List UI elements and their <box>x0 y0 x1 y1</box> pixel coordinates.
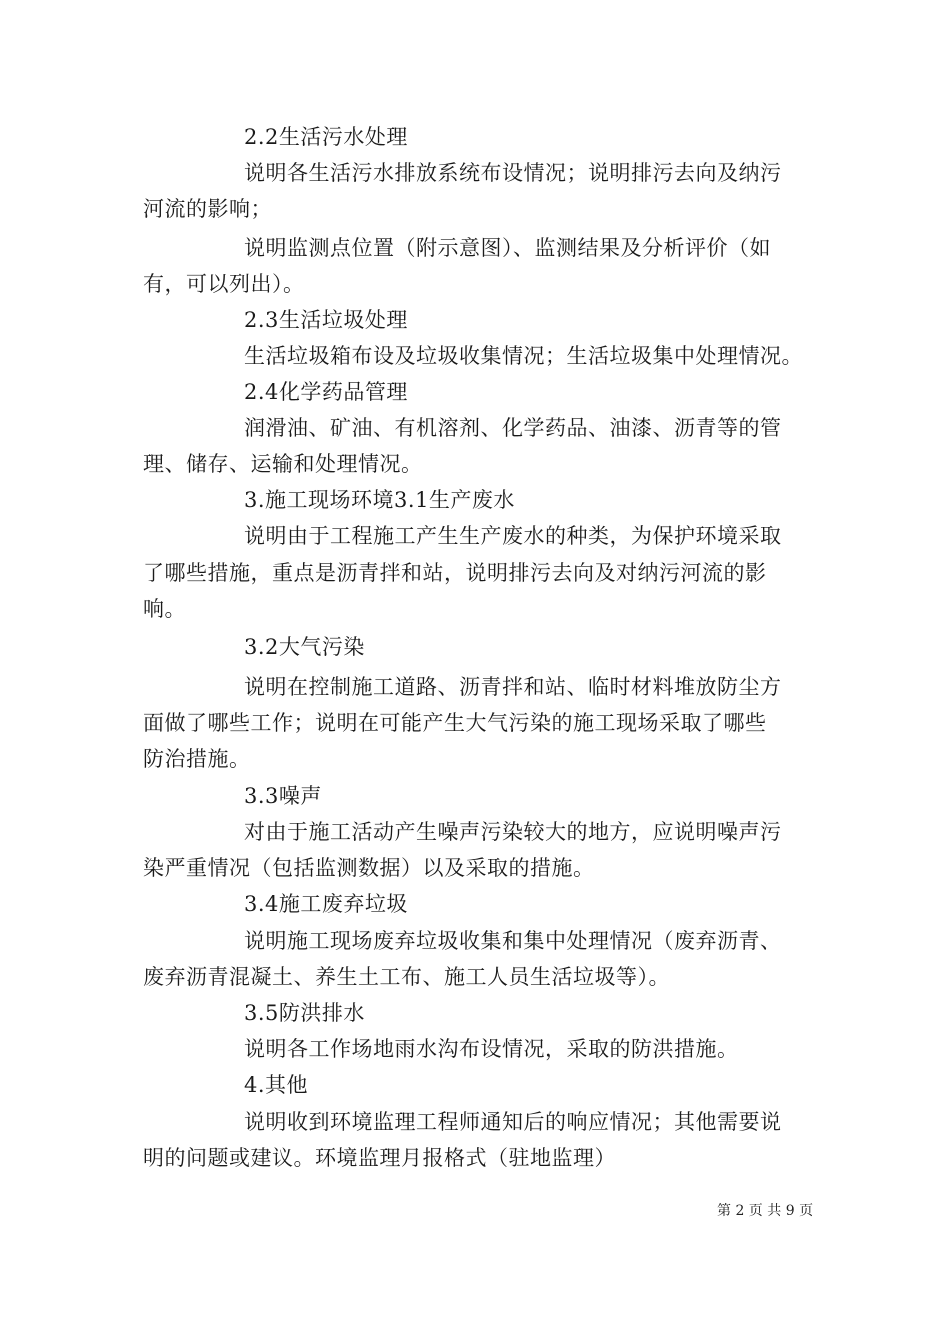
paragraph-line: 说明各生活污水排放系统布设情况；说明排污去向及纳污 <box>244 161 782 185</box>
section-heading-2-2: 2.2生活污水处理 <box>244 125 408 149</box>
section-heading-3-2: 3.2大气污染 <box>244 635 365 659</box>
paragraph-line: 废弃沥青混凝土、养生土工布、施工人员生活垃圾等）。 <box>143 965 670 989</box>
section-heading-4: 4.其他 <box>244 1073 309 1097</box>
section-heading-3: 3.施工现场环境3.1生产废水 <box>244 488 515 512</box>
paragraph-line: 说明收到环境监理工程师通知后的响应情况；其他需要说 <box>244 1110 782 1134</box>
paragraph-line: 有，可以列出）。 <box>143 272 305 296</box>
paragraph-line: 说明由于工程施工产生生产废水的种类，为保护环境采取 <box>244 524 782 548</box>
section-heading-2-3: 2.3生活垃圾处理 <box>244 308 408 332</box>
paragraph-line: 说明各工作场地雨水沟布设情况，采取的防洪措施。 <box>244 1037 739 1061</box>
section-heading-3-3: 3.3噪声 <box>244 784 322 808</box>
paragraph-line: 河流的影响； <box>143 197 272 221</box>
page-number-footer: 第 2 页 共 9 页 <box>717 1203 814 1219</box>
paragraph-line: 生活垃圾箱布设及垃圾收集情况；生活垃圾集中处理情况。 <box>244 344 803 368</box>
paragraph-line: 说明监测点位置（附示意图）、监测结果及分析评价（如 <box>244 236 771 260</box>
paragraph-line: 说明施工现场废弃垃圾收集和集中处理情况（废弃沥青、 <box>244 929 782 953</box>
paragraph-line: 响。 <box>143 597 186 621</box>
paragraph-line: 对由于施工活动产生噪声污染较大的地方，应说明噪声污 <box>244 820 782 844</box>
paragraph-line: 面做了哪些工作；说明在可能产生大气污染的施工现场采取了哪些 <box>143 711 767 735</box>
section-heading-3-4: 3.4施工废弃垃圾 <box>244 892 408 916</box>
paragraph-line: 明的问题或建议。环境监理月报格式（驻地监理） <box>143 1146 616 1170</box>
paragraph-line: 理、储存、运输和处理情况。 <box>143 452 423 476</box>
paragraph-line: 润滑油、矿油、有机溶剂、化学药品、油漆、沥青等的管 <box>244 416 782 440</box>
paragraph-line: 了哪些措施，重点是沥青拌和站，说明排污去向及对纳污河流的影 <box>143 561 767 585</box>
section-heading-2-4: 2.4化学药品管理 <box>244 380 408 404</box>
paragraph-line: 说明在控制施工道路、沥青拌和站、临时材料堆放防尘方 <box>244 675 782 699</box>
section-heading-3-5: 3.5防洪排水 <box>244 1001 365 1025</box>
paragraph-line: 防治措施。 <box>143 747 251 771</box>
paragraph-line: 染严重情况（包括监测数据）以及采取的措施。 <box>143 856 595 880</box>
